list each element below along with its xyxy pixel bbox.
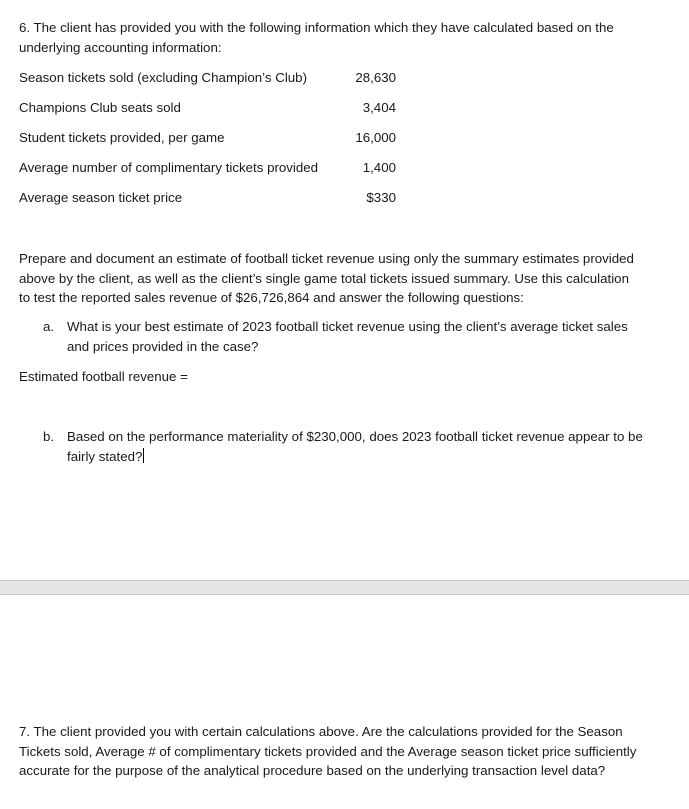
row-value: 16,000 [355,130,396,145]
page-break [0,580,689,595]
question-b-paragraph[interactable] [67,427,647,466]
row-label: Average season ticket price [19,190,183,205]
row-value: 1,400 [362,160,396,175]
document-page-2 [0,596,689,809]
instructions-paragraph: Prepare and document an estimate of football ticket revenue using only the summary estimates provided above by the client, as well as the client’s single game total tickets issued summary. Use this calculation to test the reported sales revenue of $26,726,864 and answer the following questions: [19,251,634,305]
row-label: Average number of complimentary tickets provided [19,160,319,175]
row-value: 3,404 [362,100,396,115]
estimated-revenue-label[interactable]: Estimated football revenue = [19,369,188,384]
question-7-text: 7. The client provided you with certain calculations above. Are the calculations provided for the Season Tickets sold, Average # of complimentary tickets provided and the Average season ticket price sufficiently accurate for the purpose of the analytical procedure based on the underlying transaction level data? [19,724,637,778]
row-label: Student tickets provided, per game [19,130,225,145]
row-value: 28,630 [355,70,396,85]
question-b-text: Based on the performance materiality of $230,000, does 2023 football ticket revenue appear to be fairly stated? [67,429,643,464]
row-value: $330 [366,190,396,205]
list-marker: a. [43,319,55,334]
row-label: Champions Club seats sold [19,100,181,115]
question-6-intro: 6. The client has provided you with the following information which they have calculated based on the underlying accounting information: [19,20,614,55]
question-a-text: What is your best estimate of 2023 football ticket revenue using the client’s average ticket sales and prices provided in the case? [67,319,628,354]
row-label: Season tickets sold (excluding Champion’s Club) [19,70,307,85]
text-cursor [143,448,144,463]
list-marker: b. [43,429,55,444]
